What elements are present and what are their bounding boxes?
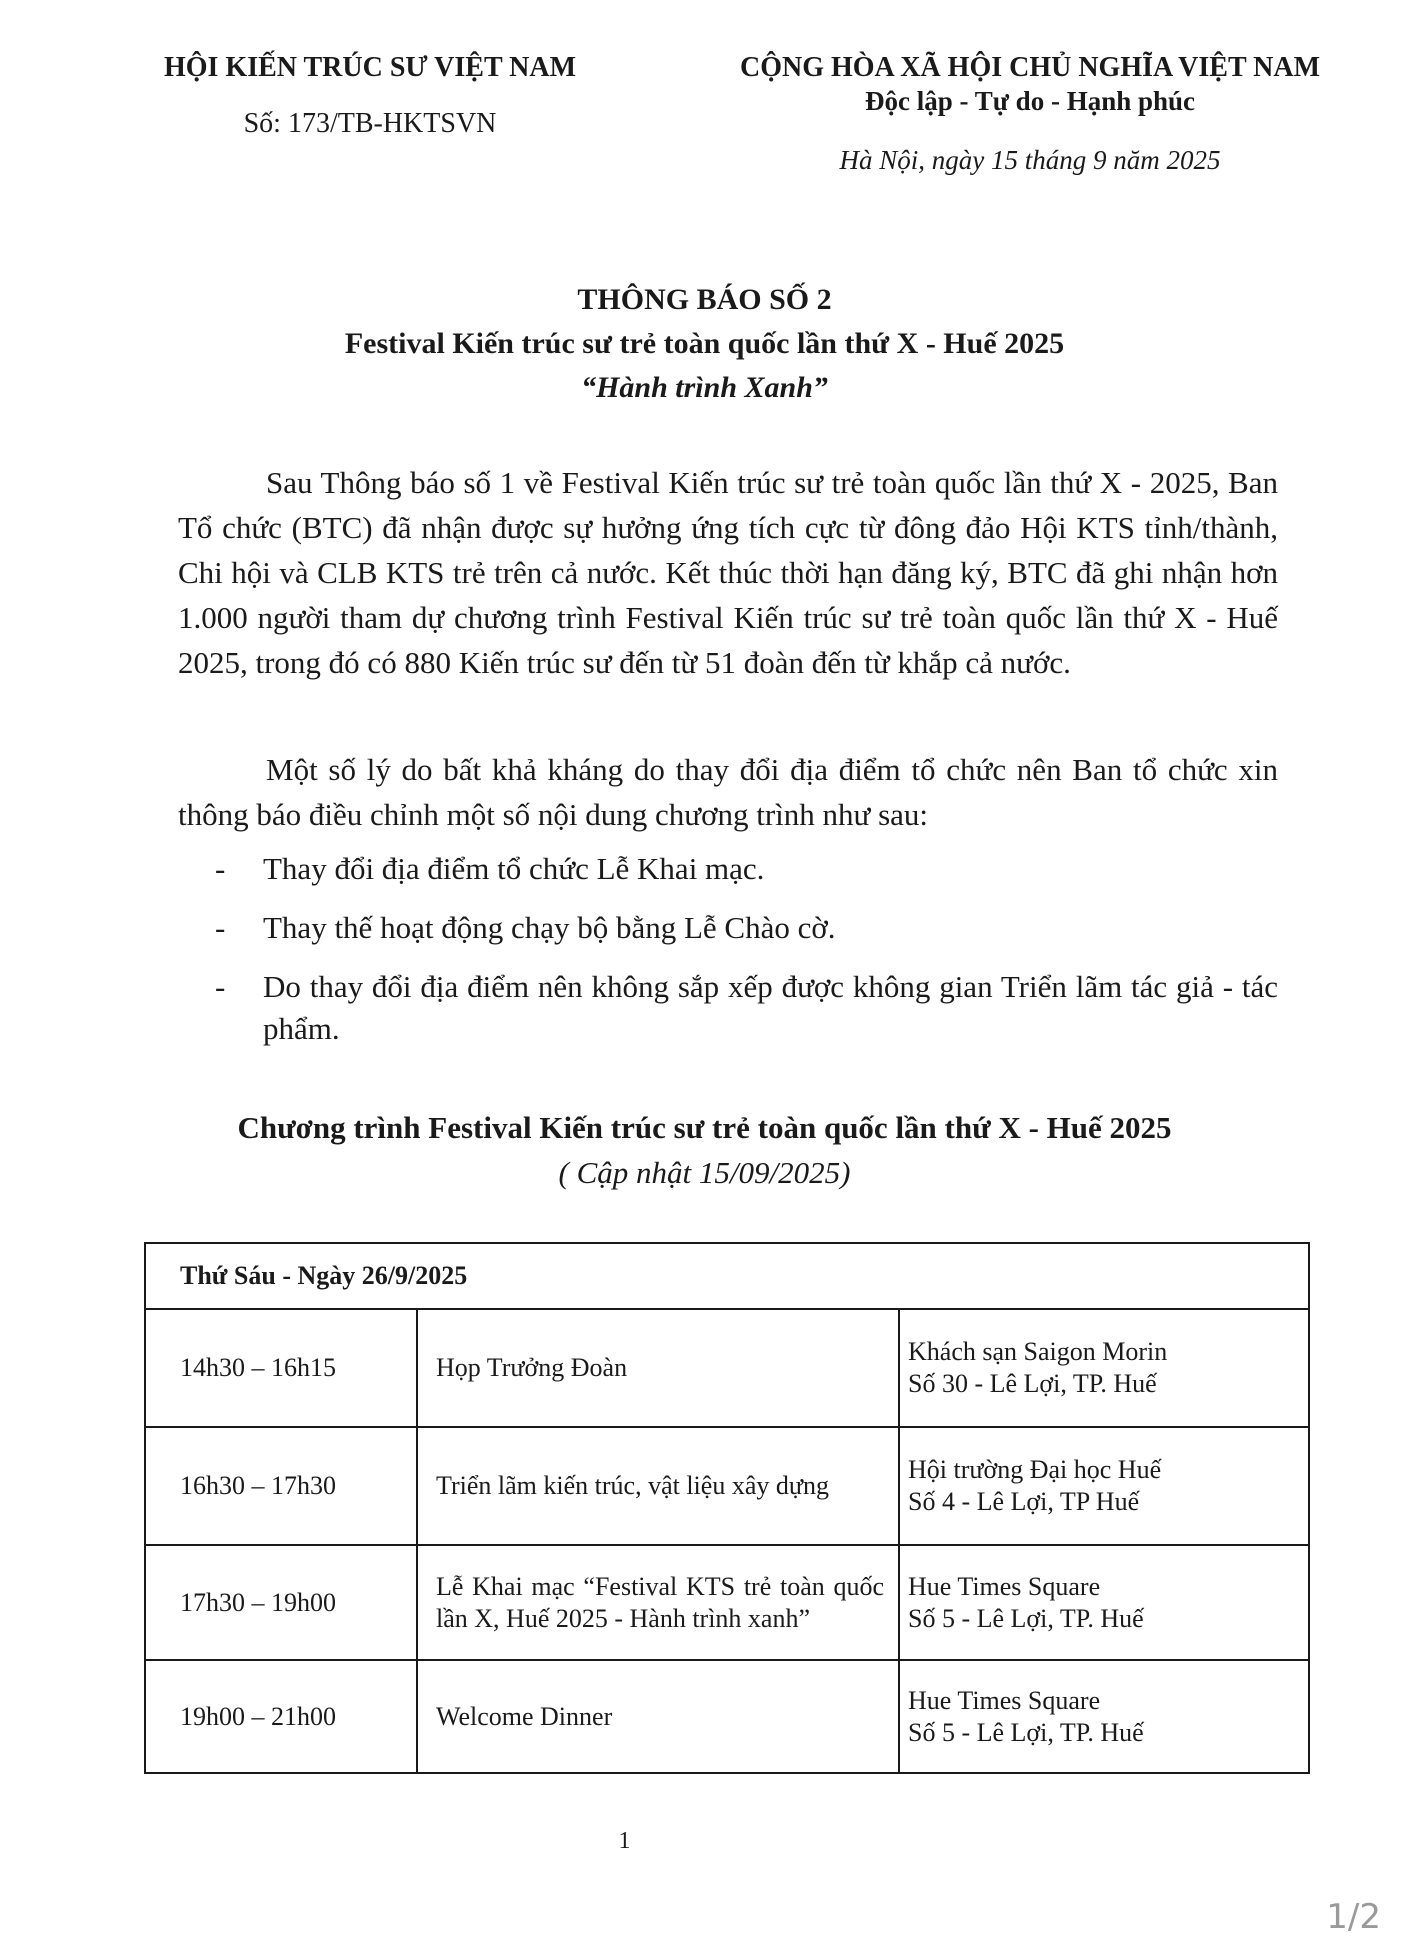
date-line: Hà Nội, ngày 15 tháng 9 năm 2025: [839, 145, 1221, 175]
page-number: 1: [618, 1828, 631, 1854]
change-list: [215, 848, 1278, 1067]
table-row: [145, 1427, 1309, 1545]
day-header: Thứ Sáu - Ngày 26/9/2025: [145, 1243, 1309, 1309]
bullet-dash: -: [215, 910, 226, 945]
time-cell: 16h30 – 17h30: [145, 1427, 417, 1545]
activity-cell: Triển lãm kiến trúc, vật liệu xây dựng: [417, 1427, 899, 1545]
notice-subtitle: Festival Kiến trúc sư trẻ toàn quốc lần thứ X - Huế 2025: [344, 327, 1065, 360]
activity-cell: Họp Trưởng Đoàn: [417, 1309, 899, 1427]
activity-cell: Welcome Dinner: [417, 1660, 899, 1773]
venue-name: Hue Times Square: [908, 1685, 1101, 1715]
list-item-text: Thay đổi địa điểm tổ chức Lễ Khai mạc.: [263, 851, 765, 886]
program-title: Chương trình Festival Kiến trúc sư trẻ toàn quốc lần thứ X - Huế 2025: [237, 1110, 1172, 1145]
country-name: CỘNG HÒA XÃ HỘI CHỦ NGHĨA VIỆT NAM: [739, 52, 1321, 83]
paragraph-2: Một số lý do bất khả kháng do thay đổi địa điểm tổ chức nên Ban tổ chức xin thông báo điều chỉnh một số nội dung chương trình như sau:: [178, 752, 1278, 832]
viewer-page-indicator: 1/2: [1326, 1897, 1381, 1937]
venue-name: Khách sạn Saigon Morin: [908, 1337, 1168, 1366]
table-row: [145, 1660, 1309, 1773]
venue-address: Số 4 - Lê Lợi, TP Huế: [908, 1487, 1140, 1516]
venue-cell: [899, 1545, 1309, 1660]
activity-cell: Lễ Khai mạc “Festival KTS trẻ toàn quốc lần X, Huế 2025 - Hành trình xanh”: [417, 1545, 899, 1660]
national-motto: Độc lập - Tự do - Hạnh phúc: [864, 86, 1196, 116]
venue-address: Số 5 - Lê Lợi, TP. Huế: [908, 1603, 1144, 1633]
table-row: [145, 1545, 1309, 1660]
notice-theme: “Hành trình Xanh”: [581, 371, 828, 404]
venue-cell: [899, 1660, 1309, 1773]
bullet-dash: -: [215, 851, 226, 886]
header-left: [140, 52, 600, 140]
day-row: [145, 1243, 1309, 1309]
list-item-text: Do thay đổi địa điểm nên không sắp xếp được không gian Triển lãm tác giả - tác phẩm.: [263, 969, 1278, 1046]
venue-name: Hội trường Đại học Huế: [908, 1455, 1162, 1484]
program-updated: ( Cập nhật 15/09/2025): [558, 1155, 851, 1190]
venue-address: Số 30 - Lê Lợi, TP. Huế: [908, 1369, 1157, 1398]
list-item: [215, 848, 1278, 890]
program-heading: [0, 1105, 1409, 1195]
venue-name: Hue Times Square: [908, 1571, 1101, 1601]
time-cell: 14h30 – 16h15: [145, 1309, 417, 1427]
title-block: [0, 278, 1409, 410]
venue-address: Số 5 - Lê Lợi, TP. Huế: [908, 1717, 1144, 1747]
time-cell: 19h00 – 21h00: [145, 1660, 417, 1773]
table-row: [145, 1309, 1309, 1427]
paragraph-1: Sau Thông báo số 1 về Festival Kiến trúc sư trẻ toàn quốc lần thứ X - 2025, Ban Tổ chức (BTC) đã nhận được sự hưởng ứng tích cực từ đông đảo Hội KTS tỉnh/thành, Chi hội và CLB KTS trẻ trên cả nước. Kết thúc thời hạn đăng ký, BTC đã ghi nhận hơn 1.000 người tham dự chương trình Festival Kiến trúc sư trẻ toàn quốc lần thứ X - Huế 2025, trong đó có 880 Kiến trúc sư đến từ 51 đoàn đến từ khắp cả nước.: [178, 465, 1278, 680]
list-item-text: Thay thế hoạt động chạy bộ bằng Lễ Chào cờ.: [263, 910, 836, 945]
list-item: [215, 966, 1278, 1050]
document-number: Số: 173/TB-HKTSVN: [243, 108, 497, 139]
venue-cell: [899, 1427, 1309, 1545]
notice-title: THÔNG BÁO SỐ 2: [577, 283, 832, 316]
organization-name: HỘI KIẾN TRÚC SƯ VIỆT NAM: [163, 52, 577, 83]
header-right: [700, 52, 1360, 176]
time-cell: 17h30 – 19h00: [145, 1545, 417, 1660]
list-item: [215, 907, 1278, 949]
bullet-dash: -: [215, 969, 226, 1004]
schedule-table: [144, 1242, 1310, 1774]
venue-cell: [899, 1309, 1309, 1427]
